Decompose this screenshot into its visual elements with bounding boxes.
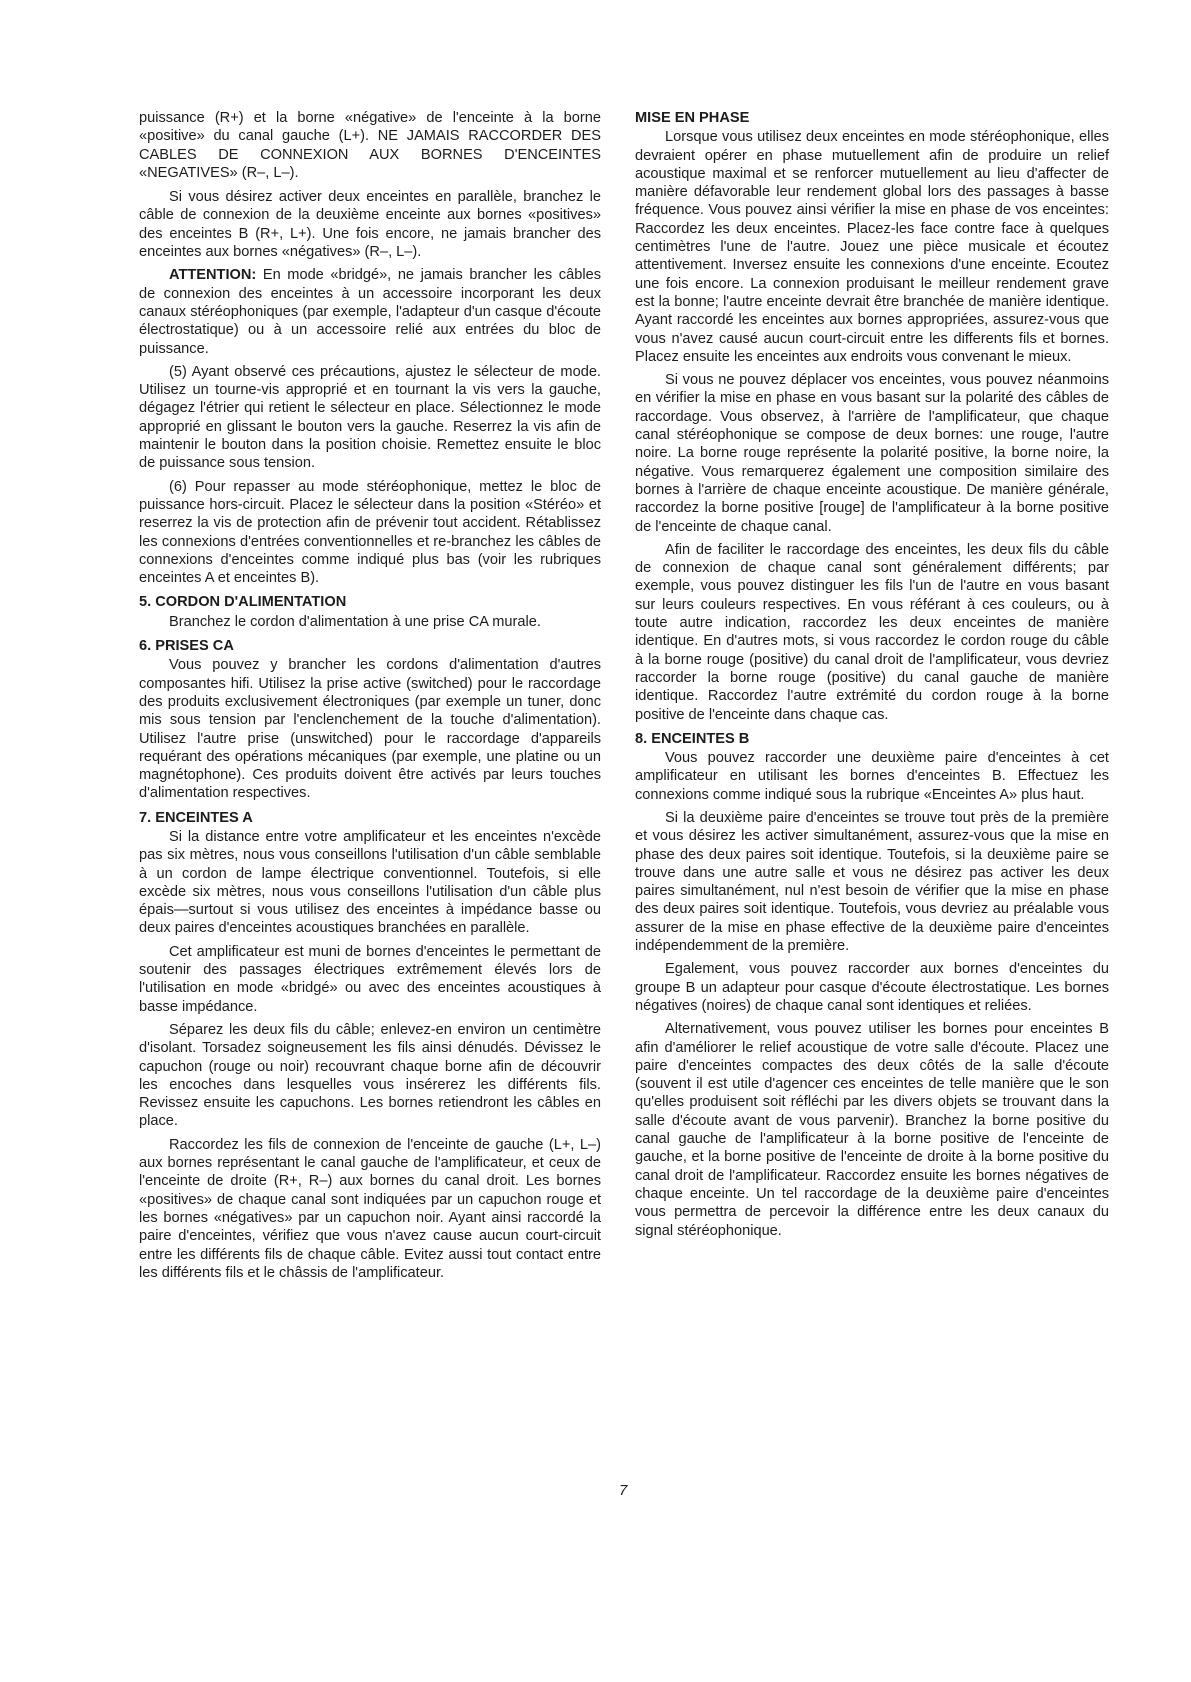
paragraph-speakers-b-1: Vous pouvez raccorder une deuxième paire d'enceintes à cet amplificateur en utilisant les bornes d'enceintes B. Effectuez les connexions comme indiqué sous la rubrique «Enceintes A» plus haut. bbox=[635, 750, 1109, 803]
paragraph-speakers-b-4: Alternativement, vous pouvez utiliser les bornes pour enceintes B afin d'améliorer le relief acoustique de votre salle d'écoute. Placez une paire d'enceintes compactes des deux côtés de la salle d'écoute (souvent il est utile d'agencer ces enceintes de telle manière que le son qu'elles produisent soit réfléchi par les divers objets se trouvant dans la salle d'écoute avant de vous parvenir). Branchez la borne positive du canal gauche de l'amplificateur à la borne positive de l'enceinte de gauche, et la borne positive de l'enceinte de droite à la borne positive du canal droit de l'amplificateur. Raccordez ensuite les bornes négatives de chaque enceinte. Un tel raccordage de la deuxième paire d'enceintes vous permettra de percevoir la différence entre les deux canaux du signal stéréophonique. bbox=[635, 1021, 1109, 1239]
paragraph-attention bbox=[139, 266, 601, 357]
paragraph-step-5: (5) Ayant observé ces précautions, ajustez le sélecteur de mode. Utilisez un tourne-vis approprié et en tournant la vis vers la gauche, dégagez l'étrier qui retient le sélecteur en place. Sélectionnez le mode approprié en glissant le bouton vers la gauche. Reserrez la vis afin de maintenir le bouton dans la position choisie. Remettez ensuite le bloc de puissance sous tension. bbox=[139, 363, 601, 472]
attention-text: En mode «bridgé», ne jamais brancher les câbles de connexion des enceintes à un accessoire incorporant les deux canaux stéréophoniques (par exemple, l'adapteur d'un casque d'écoute électrostatique) ou à un accessoire relié aux entrées du bloc de puissance. bbox=[139, 267, 601, 357]
heading-speakers-a: 7. ENCEINTES A bbox=[139, 809, 253, 826]
paragraph-continued: puissance (R+) et la borne «négative» de l'enceinte à la borne «positive» du canal gauche (L+). NE JAMAIS RACCORDER DES CABLES DE CONNEXION AUX BORNES D'ENCEINTES «NEGATIVES» (R–, L–). bbox=[139, 110, 601, 181]
paragraph-speakers-b-2: Si la deuxième paire d'enceintes se trouve tout près de la première et vous désirez les activer simultanément, assurez-vous que la mise en phase des deux paires soit identique. Toutefois, si la deuxième paire se trouve dans une autre salle et vous ne désirez pas activer les deux paires simultanément, nul n'est besoin de vérifier que la mise en phase des deux paires soit identique. Toutefois, vous devriez au préalable vous assurer de la mise en phase effective de la deuxième paire d'enceintes indépendemment de la première. bbox=[635, 809, 1109, 955]
heading-ac-outlets: 6. PRISES CA bbox=[139, 638, 234, 655]
paragraph-speakers-a-1: Si la distance entre votre amplificateur et les enceintes n'excède pas six mètres, nous vous conseillons l'utilisation d'un câble semblable à un cordon de lampe électrique conventionnel. Toutefois, si elle excède six mètres, nous vous conseillons l'utilisation d'un câble plus épais—surtout si vous utilisez des enceintes à impédance basse ou deux paires d'enceintes acoustiques branchées en parallèle. bbox=[139, 828, 601, 937]
paragraph-step-6: (6) Pour repasser au mode stéréophonique, mettez le bloc de puissance hors-circuit. Placez le sélecteur dans la position «Stéréo» et reserrez la vis de protection afin de prévenir tout accident. Rétablissez les connexions d'entrées conventionnelles et re-branchez les câbles de connexions d'enceintes comme indiqué plus bas (voir les rubriques enceintes A et enceintes B). bbox=[139, 478, 601, 587]
right-column bbox=[635, 109, 1109, 1245]
heading-phasing: MISE EN PHASE bbox=[635, 110, 750, 126]
paragraph-ac-outlets: Vous pouvez y brancher les cordons d'alimentation d'autres composantes hifi. Utilisez la prise active (switched) pour le raccordage des produits exclusivement électroniques (par exemple un tuner, donc mis sous tension par l'enclenchement de la touche d'alimentation). Utilisez l'autre prise (unswitched) pour le raccordage d'appareils requérant des opérations mécaniques (par exemple, une platine ou un magnétophone). Ces produits doivent être activés par leurs touches d'alimentation respectives. bbox=[139, 657, 601, 802]
paragraph-phasing-1: Lorsque vous utilisez deux enceintes en mode stéréophonique, elles devraient opérer en phase mutuellement afin de produire un relief acoustique maximal et se renforcer mutuellement au lieu d'affecter de manière défavorable leur rendement global lors des passages à basse fréquence. Vous pouvez ainsi vérifier la mise en phase de vos enceintes: Raccordez les deux enceintes. Placez-les face contre face à quelques centimètres l'une de l'autre. Jouez une pièce musicale et écoutez attentivement. Inversez ensuite les connexions d'une enceinte. Ecoutez une fois encore. La connexion produisant le meilleur rendement grave est la bonne; l'autre enceinte devrait être branchée de manière identique. Ayant raccordé les enceintes aux bornes appropriées, assurez-vous que vous n'avez causé aucun court-circuit entre les differents fils et bornes. Placez ensuite les enceintes aux endroits vous convenant le mieux. bbox=[635, 129, 1109, 365]
paragraph-speakers-b-3: Egalement, vous pouvez raccorder aux bornes d'enceintes du groupe B un adapteur pour casque d'écoute électrostatique. Les bornes négatives (noires) de chaque canal sont identiques et reliées. bbox=[635, 961, 1109, 1014]
heading-power-cord: 5. CORDON D'ALIMENTATION bbox=[139, 594, 347, 611]
paragraph-phasing-3: Afin de faciliter le raccordage des enceintes, les deux fils du câble de connexion de chaque canal sont généralement différents; par exemple, vous pouvez distinguer les fils l'un de l'autre en vous basant sur leurs couleurs respectives. En vous référant à ces couleurs, ou à toute autre indication, raccordez les deux enceintes de manière identique. En d'autres mots, si vous raccordez le cordon rouge du câble à la borne rouge (positive) du canal droit de l'amplificateur, vous devriez raccorder la borne rouge (positive) du canal gauche de manière identique. Raccordez l'autre extrémité du cordon rouge à la borne positive de l'enceinte dans chaque cas. bbox=[635, 541, 1109, 723]
paragraph-phasing-2: Si vous ne pouvez déplacer vos enceintes, vous pouvez néanmoins en vérifier la mise en phase en vous basant sur la polarité des câbles de raccordage. Vous observez, à l'arrière de l'amplificateur, que chaque canal stéréophonique se compose de deux bornes: une rouge, l'autre noire. La borne rouge représente la polarité positive, la borne noire, la négative. Vous remarquerez également une composition similaire des bornes à l'arrière de chaque enceinte acoustique. De manière générale, raccordez la borne positive [rouge] de l'amplificateur à la borne positive de l'enceinte de chaque canal. bbox=[635, 372, 1109, 535]
heading-speakers-b: 8. ENCEINTES B bbox=[635, 730, 750, 747]
left-column bbox=[139, 109, 601, 1287]
attention-label: ATTENTION: bbox=[169, 267, 257, 284]
paragraph-parallel: Si vous désirez activer deux enceintes en parallèle, branchez le câble de connexion de la deuxième enceinte aux bornes «positives» des enceintes B (R+, L+). Une fois encore, ne jamais brancher des enceintes aux bornes «négatives» (R–, L–). bbox=[139, 189, 601, 261]
page-number: 7 bbox=[619, 1482, 628, 1499]
paragraph-speakers-a-3: Séparez les deux fils du câble; enlevez-en environ un centimètre d'isolant. Torsadez soigneusement les fils ainsi dénudés. Dévissez le capuchon (rouge ou noir) recouvrant chaque borne afin de découvrir les encoches dans lesquelles vous insérerez les différents fils. Revissez ensuite les capuchons. Les bornes retiendront les câbles en place. bbox=[139, 1021, 601, 1130]
paragraph-power-cord: Branchez le cordon d'alimentation à une prise CA murale. bbox=[169, 613, 541, 630]
paragraph-speakers-a-4: Raccordez les fils de connexion de l'enceinte de gauche (L+, L–) aux bornes représentant le canal gauche de l'amplificateur, et ceux de l'enceinte de droite (R+, R–) aux bornes du canal droit. Les bornes «positives» de chaque canal sont indiquées par un capuchon rouge et les bornes «négatives» par un capuchon noir. Ayant ainsi raccordé la paire d'enceintes, vérifiez que vous n'avez cause aucun court-circuit entre les différents fils de chaque câble. Evitez aussi tout contact entre les différents fils et le châssis de l'amplificateur. bbox=[139, 1136, 601, 1281]
paragraph-speakers-a-2: Cet amplificateur est muni de bornes d'enceintes le permettant de soutenir des passages électriques extrêmement élevés lors de l'utilisation en mode «bridgé» ou avec des enceintes acoustiques à basse impédance. bbox=[139, 943, 601, 1015]
